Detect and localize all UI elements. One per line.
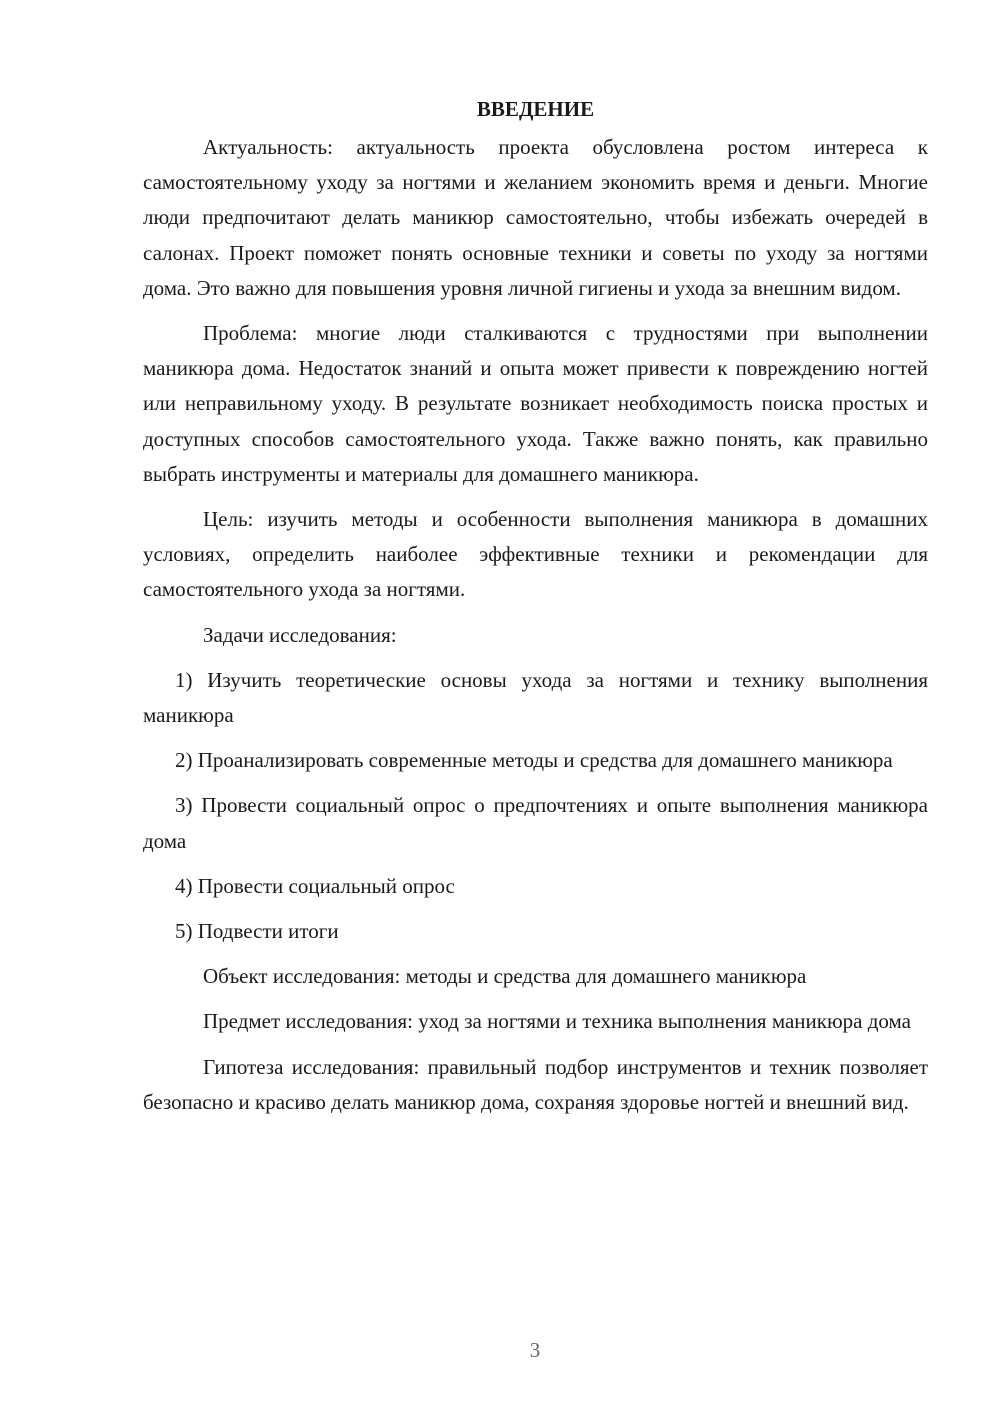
- goal-paragraph: Цель: изучить методы и особенности выполнения маникюра в домашних условиях, определить наиболее эффективные техники и рекомендации для самостоятельного ухода за ногтями.: [143, 507, 928, 602]
- hypothesis-paragraph: Гипотеза исследования: правильный подбор инструментов и техник позволяет безопасно и красиво делать маникюр дома, сохраняя здоровье ногтей и внешний вид.: [143, 1054, 928, 1114]
- page-number: 3: [529, 1338, 541, 1362]
- problem-paragraph: Проблема: многие люди сталкиваются с трудностями при выполнении маникюра дома. Недостаток знаний и опыта может привести к повреждению ногтей или неправильному уходу. В результате возникает необходимость поиска простых и доступных способов самостоятельного ухода. Также важно понять, как правильно выбрать инструменты и материалы для домашнего маникюра.: [143, 321, 928, 486]
- task-item-3: 3) Провести социальный опрос о предпочтениях и опыте выполнения маникюра дома: [143, 793, 928, 853]
- document-page: [143, 92, 928, 1130]
- task-item-2: 2) Проанализировать современные методы и средства для домашнего маникюра: [175, 748, 893, 773]
- research-object-paragraph: Объект исследования: методы и средства для домашнего маникюра: [203, 964, 807, 989]
- task-item-5: 5) Подвести итоги: [175, 919, 339, 944]
- task-item-4: 4) Провести социальный опрос: [175, 873, 455, 898]
- tasks-heading: Задачи исследования:: [203, 622, 397, 647]
- research-subject-paragraph: Предмет исследования: уход за ногтями и техника выполнения маникюра дома: [203, 1009, 911, 1034]
- section-title: ВВЕДЕНИЕ: [476, 97, 595, 121]
- relevance-paragraph: Актуальность: актуальность проекта обусловлена ростом интереса к самостоятельному уходу за ногтями и желанием экономить время и деньги. Многие люди предпочитают делать маникюр самостоятельно, чтобы избежать очередей в салонах. Проект поможет понять основные техники и советы по уходу за ногтями дома. Это важно для повышения уровня личной гигиены и ухода за внешним видом.: [143, 135, 928, 300]
- task-item-1: 1) Изучить теоретические основы ухода за ногтями и технику выполнения маникюра: [143, 667, 928, 728]
